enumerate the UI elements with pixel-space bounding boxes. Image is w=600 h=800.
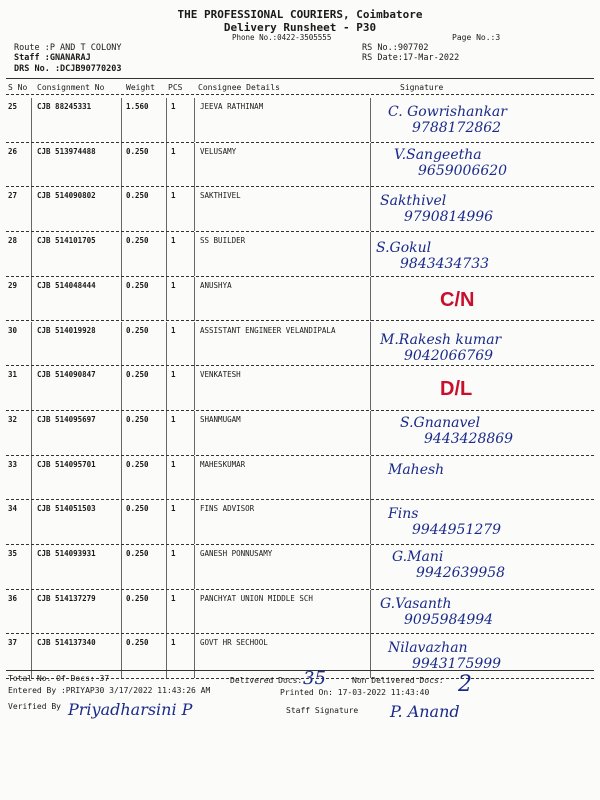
row-weight: 0.250 <box>126 459 149 469</box>
row-signature: C. Gowrishankar <box>388 104 507 120</box>
column-divider <box>370 411 371 455</box>
column-divider <box>166 366 167 410</box>
row-consignment-no: CJB 514137279 <box>37 593 96 603</box>
row-sno: 30 <box>8 325 18 335</box>
column-divider <box>370 322 371 366</box>
row-pcs: 1 <box>171 102 176 111</box>
row-status-mark: C/N <box>440 288 475 311</box>
column-divider <box>31 411 32 455</box>
row-consignee: SAKTHIVEL <box>200 191 241 201</box>
column-divider <box>194 411 195 455</box>
row-signature: G.Vasanth <box>380 595 452 612</box>
phone-number: Phone No.:0422-3505555 <box>232 33 332 42</box>
row-consignment-no: CJB 514137340 <box>37 638 96 648</box>
column-divider <box>370 590 371 634</box>
company-title: THE PROFESSIONAL COURIERS, Coimbatore <box>177 8 423 21</box>
column-divider <box>31 277 32 321</box>
column-divider <box>370 232 371 276</box>
column-divider <box>166 411 167 455</box>
rs-date: RS Date:17-Mar-2022 <box>362 53 460 63</box>
table-row <box>0 277 600 321</box>
runsheet-title: Delivery Runsheet - P30 <box>223 21 377 34</box>
table-row <box>0 500 600 544</box>
column-divider <box>166 277 167 321</box>
row-receiver-phone: 9788172862 <box>412 120 502 136</box>
column-divider <box>194 322 195 366</box>
row-pcs: 1 <box>171 459 176 469</box>
column-divider <box>166 456 167 500</box>
row-sno: 31 <box>8 370 18 380</box>
row-sno: 37 <box>8 638 18 648</box>
row-consignee: GOVT HR SECHOOL <box>200 638 268 648</box>
delivered-label: Delivered Docs: <box>230 676 303 685</box>
column-divider <box>166 232 167 276</box>
row-sno: 28 <box>8 236 18 246</box>
table-row <box>0 98 600 142</box>
column-divider <box>194 143 195 187</box>
row-pcs: 1 <box>171 370 176 380</box>
col-header-weight: Weight <box>126 83 155 92</box>
column-divider <box>370 500 371 544</box>
row-consignment-no: CJB 514090847 <box>37 370 96 380</box>
column-divider <box>166 500 167 544</box>
row-pcs: 1 <box>171 146 176 156</box>
row-sno: 35 <box>8 549 18 558</box>
rs-number: RS No.:907702 <box>362 43 429 53</box>
column-divider <box>166 143 167 187</box>
verified-label: Verified By <box>8 702 61 711</box>
row-sno: 27 <box>8 191 18 201</box>
row-weight: 0.250 <box>126 146 149 156</box>
row-pcs: 1 <box>171 638 176 648</box>
staff-info: Staff :GNANARAJ <box>14 53 91 63</box>
column-divider <box>370 98 371 142</box>
row-consignment-no: CJB 514095697 <box>37 414 96 424</box>
row-weight: 0.250 <box>126 593 149 603</box>
column-divider <box>166 545 167 589</box>
column-divider <box>194 590 195 634</box>
col-header-consignee: Consignee Details <box>198 83 280 92</box>
column-divider <box>121 411 122 455</box>
row-consignee: GANESH PONNUSAMY <box>200 549 273 558</box>
row-receiver-phone: 9042066769 <box>404 347 494 364</box>
row-consignment-no: CJB 514051503 <box>37 504 96 514</box>
column-divider <box>31 634 32 678</box>
column-divider <box>194 277 195 321</box>
row-receiver-phone: 9943175999 <box>412 656 502 673</box>
staff-signature-label: Staff Signature <box>286 706 359 715</box>
column-divider <box>194 232 195 276</box>
column-divider <box>31 590 32 634</box>
column-divider <box>31 232 32 276</box>
row-signature: S.Gnanavel <box>400 414 481 431</box>
column-divider <box>121 634 122 678</box>
column-divider <box>31 545 32 589</box>
row-signature: V.Sangeetha <box>394 146 482 163</box>
row-weight: 0.250 <box>126 280 149 290</box>
row-consignee: VELUSAMY <box>200 146 237 156</box>
staff-signature: P. Anand <box>390 702 460 721</box>
row-consignment-no: CJB 88245331 <box>37 102 92 111</box>
column-divider <box>166 98 167 142</box>
column-divider <box>121 590 122 634</box>
row-pcs: 1 <box>171 325 176 335</box>
row-pcs: 1 <box>171 191 176 201</box>
column-divider <box>121 143 122 187</box>
row-weight: 0.250 <box>126 370 149 380</box>
row-sno: 29 <box>8 280 18 290</box>
header-top-rule <box>6 78 594 79</box>
column-divider <box>166 187 167 231</box>
row-consignment-no: CJB 514093931 <box>37 549 96 558</box>
column-divider <box>31 98 32 142</box>
row-weight: 1.560 <box>126 102 149 111</box>
column-divider <box>194 634 195 678</box>
row-receiver-phone: 9944951279 <box>412 522 502 539</box>
row-weight: 0.250 <box>126 549 149 558</box>
column-divider <box>121 500 122 544</box>
column-divider <box>194 98 195 142</box>
col-header-pcs: PCS <box>168 83 183 92</box>
row-consignment-no: CJB 514095701 <box>37 459 96 469</box>
table-row <box>0 634 600 678</box>
column-divider <box>194 366 195 410</box>
column-divider <box>194 545 195 589</box>
row-pcs: 1 <box>171 593 176 603</box>
column-divider <box>121 366 122 410</box>
total-docs: Total No. Of Docs: 37 <box>8 674 110 683</box>
column-divider <box>121 98 122 142</box>
row-signature: Sakthivel <box>380 193 447 210</box>
row-weight: 0.250 <box>126 325 149 335</box>
row-weight: 0.250 <box>126 191 149 201</box>
row-consignee: ASSISTANT ENGINEER VELANDIPALA <box>200 325 336 335</box>
table-row <box>0 232 600 276</box>
table-row <box>0 187 600 231</box>
row-consignee: VENKATESH <box>200 370 241 380</box>
column-divider <box>166 634 167 678</box>
table-row <box>0 411 600 455</box>
row-sno: 36 <box>8 593 18 603</box>
column-divider <box>31 322 32 366</box>
row-weight: 0.250 <box>126 504 149 514</box>
row-receiver-phone: 9942639958 <box>416 565 506 581</box>
route-info: Route :P AND T COLONY <box>14 43 122 53</box>
row-receiver-phone: 9659006620 <box>418 162 508 179</box>
col-header-sno: S No <box>8 83 28 92</box>
column-divider <box>370 187 371 231</box>
column-divider <box>370 634 371 678</box>
row-consignee: JEEVA RATHINAM <box>200 102 264 111</box>
column-divider <box>194 187 195 231</box>
row-receiver-phone: 9095984994 <box>404 611 494 628</box>
table-row <box>0 545 600 589</box>
table-row <box>0 322 600 366</box>
row-weight: 0.250 <box>126 236 149 246</box>
row-consignee: PANCHYAT UNION MIDDLE SCH <box>200 593 313 603</box>
row-signature: G.Mani <box>392 549 444 565</box>
printed-on: Printed On: 17-03-2022 11:43:40 <box>280 688 430 697</box>
column-divider <box>166 590 167 634</box>
delivered-count: 35 <box>303 668 326 689</box>
row-pcs: 1 <box>171 504 176 514</box>
row-weight: 0.250 <box>126 638 149 648</box>
row-signature: S.Gokul <box>376 240 432 257</box>
row-sno: 32 <box>8 414 18 424</box>
row-pcs: 1 <box>171 236 176 246</box>
column-divider <box>370 366 371 410</box>
column-divider <box>121 277 122 321</box>
row-pcs: 1 <box>171 280 176 290</box>
row-sno: 25 <box>8 102 18 111</box>
row-consignee: SHANMUGAM <box>200 414 241 424</box>
table-row <box>0 143 600 187</box>
row-receiver-phone: 9843434733 <box>400 256 490 273</box>
column-divider <box>370 456 371 500</box>
row-receiver-phone: 9443428869 <box>424 430 514 447</box>
row-consignee: ANUSHYA <box>200 280 232 290</box>
row-pcs: 1 <box>171 549 176 558</box>
row-consignment-no: CJB 514090802 <box>37 191 96 201</box>
row-consignee: SS BUILDER <box>200 236 246 246</box>
page-number: Page No.:3 <box>452 33 501 42</box>
column-divider <box>31 500 32 544</box>
column-divider <box>31 456 32 500</box>
row-signature: Nilavazhan <box>388 640 468 657</box>
row-weight: 0.250 <box>126 414 149 424</box>
row-signature: M.Rakesh kumar <box>380 331 502 348</box>
column-divider <box>31 366 32 410</box>
column-divider <box>370 277 371 321</box>
column-divider <box>31 143 32 187</box>
entered-by: Entered By :PRIYAP30 3/17/2022 11:43:26 AM <box>8 686 211 695</box>
row-consignee: FINS ADVISOR <box>200 504 255 514</box>
row-sno: 26 <box>8 146 18 156</box>
col-header-signature: Signature <box>400 83 444 92</box>
row-consignment-no: CJB 514101705 <box>37 236 96 246</box>
row-sno: 33 <box>8 459 18 469</box>
row-consignee: MAHESKUMAR <box>200 459 246 469</box>
row-signature: Mahesh <box>388 461 445 478</box>
col-header-consignment: Consignment No <box>37 83 105 92</box>
row-pcs: 1 <box>171 414 176 424</box>
column-divider <box>121 456 122 500</box>
column-divider <box>370 545 371 589</box>
table-row <box>0 366 600 410</box>
row-sno: 34 <box>8 504 18 514</box>
table-row <box>0 590 600 634</box>
row-signature: Fins <box>388 506 419 523</box>
column-divider <box>121 187 122 231</box>
non-delivered-count: 2 <box>458 672 472 697</box>
drs-number: DRS No. :DCJB90770203 <box>14 64 122 74</box>
row-consignment-no: CJB 514019928 <box>37 325 96 335</box>
column-divider <box>370 143 371 187</box>
non-delivered-label: Non Delivered Docs: <box>352 676 444 685</box>
column-divider <box>194 456 195 500</box>
row-status-mark: D/L <box>440 378 473 401</box>
column-divider <box>121 232 122 276</box>
header-bottom-rule <box>6 94 594 95</box>
row-receiver-phone: 9790814996 <box>404 209 494 226</box>
table-row <box>0 456 600 500</box>
column-divider <box>121 545 122 589</box>
footer-rule <box>6 670 594 671</box>
verified-signature: Priyadharsini P <box>68 700 193 719</box>
column-divider <box>31 187 32 231</box>
row-consignment-no: CJB 514048444 <box>37 280 96 290</box>
column-divider <box>166 322 167 366</box>
row-consignment-no: CJB 513974488 <box>37 146 96 156</box>
column-divider <box>121 322 122 366</box>
column-divider <box>194 500 195 544</box>
